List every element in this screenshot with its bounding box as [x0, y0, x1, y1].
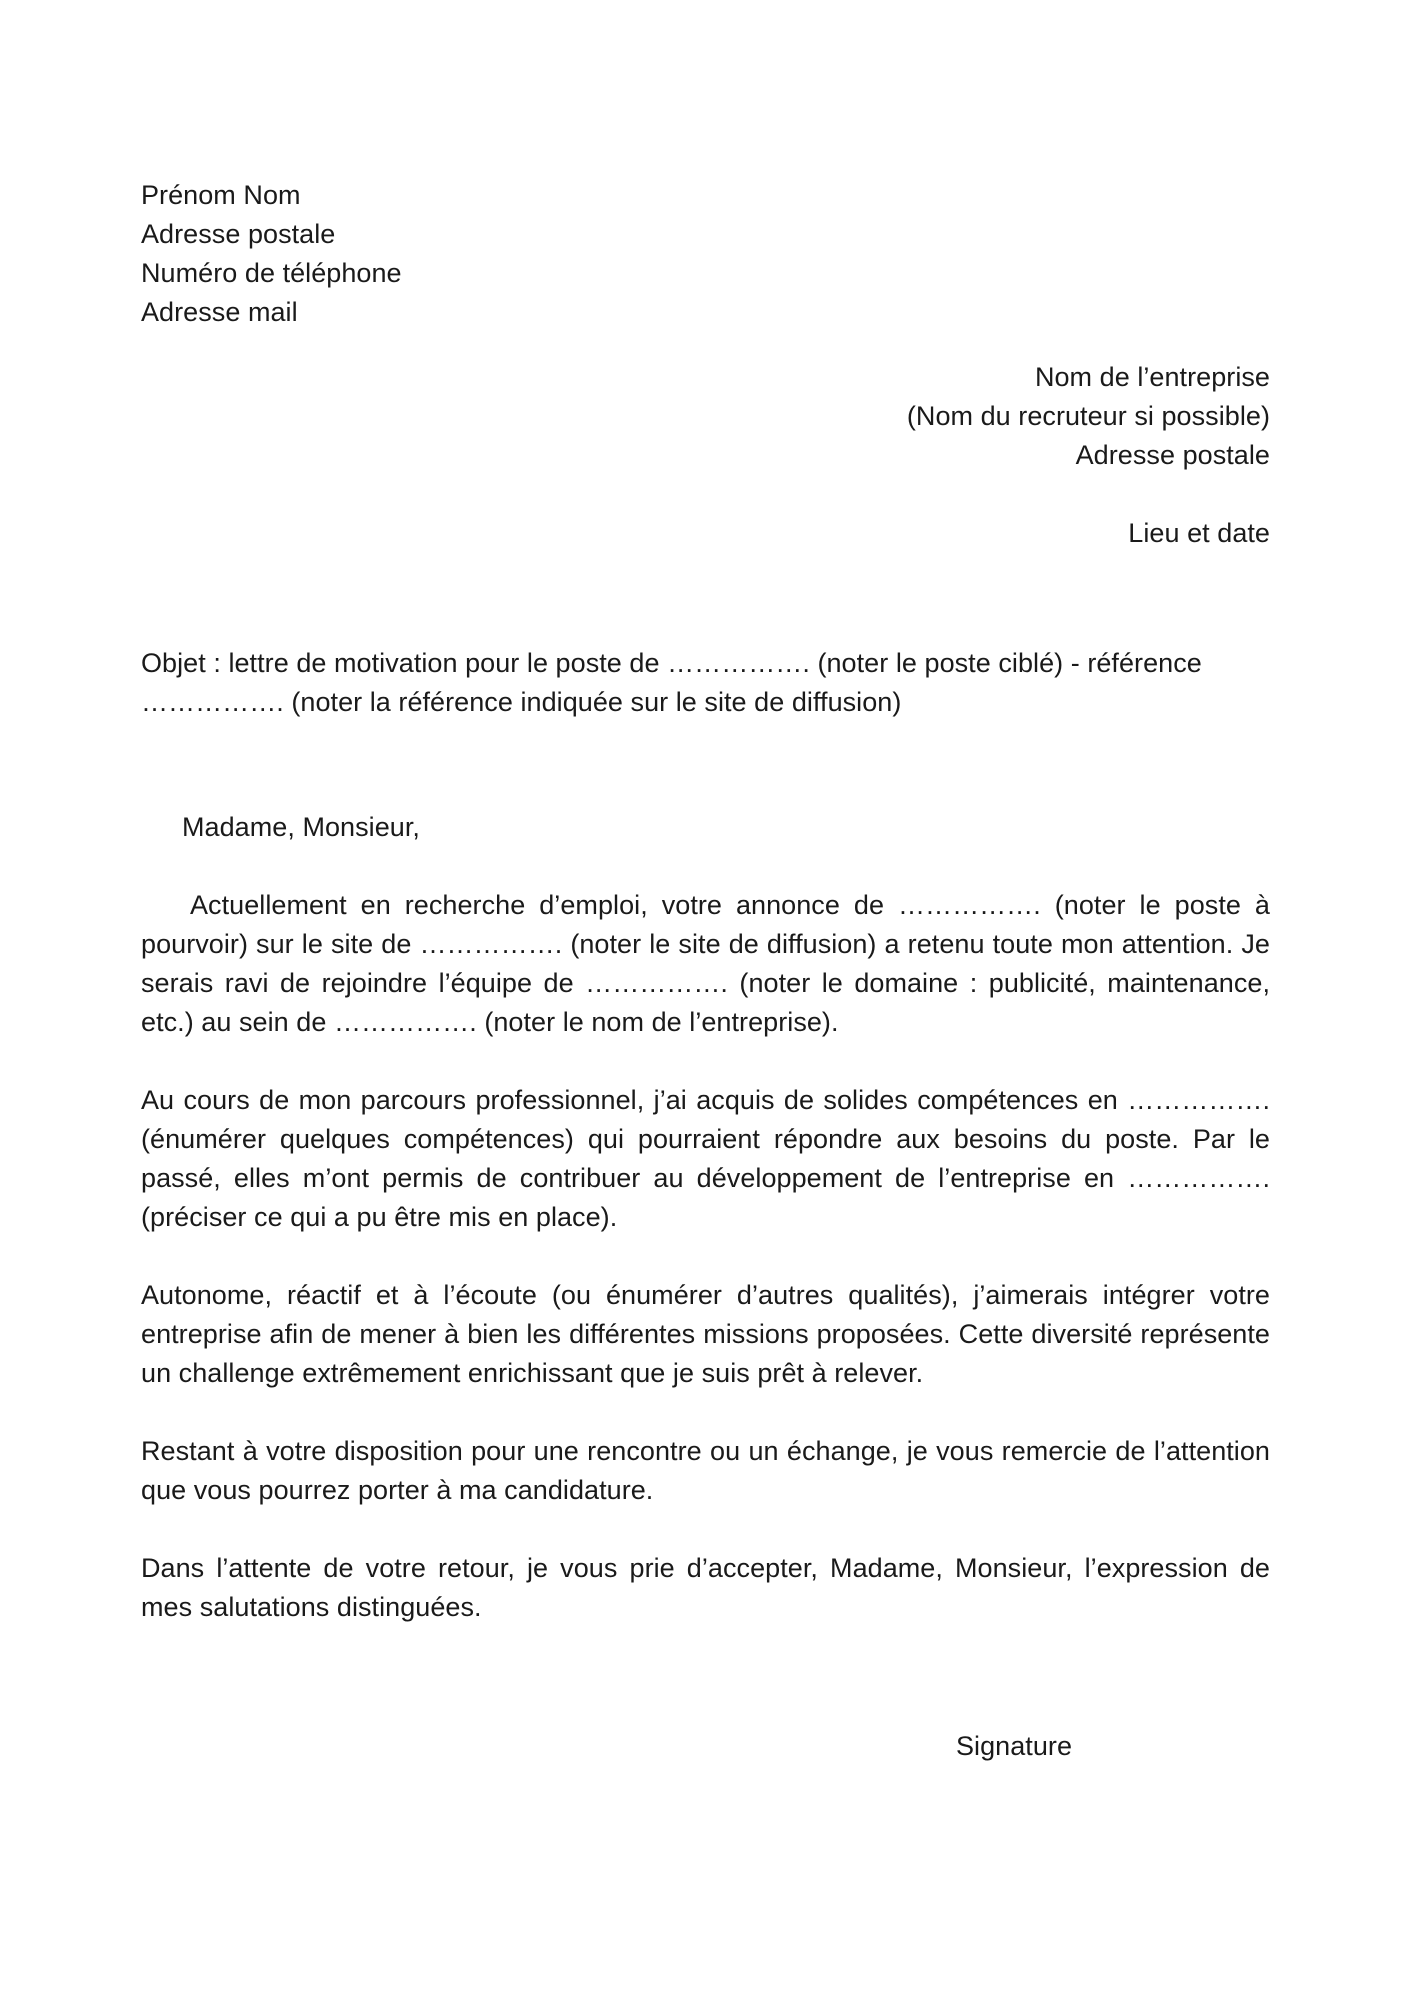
paragraph-qualities: Autonome, réactif et à l’écoute (ou énumérer d’autres qualités), j’aimerais intégrer votre entreprise afin de mener à bien les différentes missions proposées. Cette diversité représente un challenge extrêmement enrichissant que je suis prêt à relever. — [141, 1280, 1270, 1388]
recipient-address: Adresse postale — [1075, 440, 1270, 470]
paragraph-skills: Au cours de mon parcours professionnel, j’ai acquis de solides compétences en ……………. (énumérer quelques compétences) qui pourraient répondre aux besoins du poste. Par le passé, elles m’ont permis de contribuer au développement de l’entreprise en ……………. (préciser ce qui a pu être mis en place). — [141, 1085, 1270, 1232]
recipient-recruiter: (Nom du recruteur si possible) — [906, 401, 1270, 431]
recipient-block — [570, 358, 1270, 475]
recipient-company: Nom de l’entreprise — [1034, 362, 1270, 392]
sender-block — [141, 176, 741, 332]
subject-line: Objet : lettre de motivation pour le poste de ……………. (noter le poste ciblé) - référence ……………. (noter la référence indiquée sur le site de diffusion) — [141, 648, 1202, 717]
salutation: Madame, Monsieur, — [182, 812, 420, 842]
paragraph-closing: Dans l’attente de votre retour, je vous prie d’accepter, Madame, Monsieur, l’expression de mes salutations distinguées. — [141, 1553, 1270, 1622]
paragraph-availability: Restant à votre disposition pour une rencontre ou un échange, je vous remercie de l’attention que vous pourrez porter à ma candidature. — [141, 1436, 1270, 1505]
sender-address: Adresse postale — [141, 219, 336, 249]
signature: Signature — [956, 1731, 1073, 1761]
sender-email: Adresse mail — [141, 297, 298, 327]
sender-phone: Numéro de téléphone — [141, 258, 402, 288]
sender-name: Prénom Nom — [141, 180, 301, 210]
place-and-date: Lieu et date — [1128, 518, 1270, 548]
paragraph-intro: Actuellement en recherche d’emploi, votre annonce de ……………. (noter le poste à pourvoir) sur le site de ……………. (noter le site de diffusion) a retenu toute mon attention. Je serais ravi de rejoindre l’équipe de ……………. (noter le domaine : publicité, maintenance, etc.) au sein de ……………. (noter le nom de l’entreprise). — [141, 890, 1270, 1037]
